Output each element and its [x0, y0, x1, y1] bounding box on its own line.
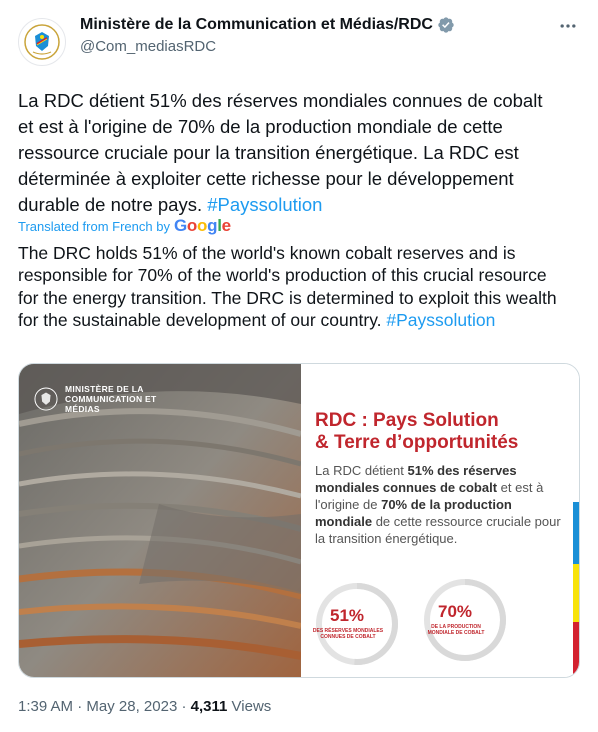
translation-label[interactable]: Translated from French by	[18, 218, 170, 234]
stat-label: DES RÉSERVES MONDIALES CONNUES DE COBALT	[312, 628, 384, 640]
tweet-text	[18, 88, 563, 218]
author-name-text[interactable]: Ministère de la Communication et Médias/RDC	[80, 16, 433, 33]
infographic-title-line2: & Terre d’opportunités	[315, 432, 519, 453]
infographic-panel	[301, 364, 580, 678]
meta-separator: ·	[77, 698, 83, 715]
flag-stripe-yellow	[573, 564, 580, 624]
stat-production	[419, 574, 509, 664]
ministry-logo	[33, 384, 175, 414]
coat-of-arms-icon	[33, 386, 59, 412]
tweet-body: La RDC détient 51% des réserves mondiales connues de cobalt et est à l'origine de 70% de la production mondiale de cette ressource cruciale pour la transition énergétique. La RDC est déterminée à exploiter cette richesse pour le développement durable de notre pays.	[18, 90, 543, 215]
body-part: La RDC détient	[315, 463, 408, 478]
google-logo: Google	[173, 216, 231, 235]
infographic-title	[315, 410, 518, 454]
tweet-hashtag-link[interactable]: #Payssolution	[207, 194, 323, 215]
infographic-title-line1: RDC : Pays Solution	[315, 410, 499, 431]
flag-stripe-red	[573, 622, 580, 678]
flag-stripe-blue	[573, 502, 580, 566]
author-avatar[interactable]	[18, 18, 66, 66]
translated-text	[18, 242, 566, 331]
tweet-meta	[18, 698, 271, 715]
coat-of-arms-icon	[22, 22, 62, 62]
body-part: et est à l'origine de	[315, 480, 544, 512]
infographic-body	[315, 462, 565, 547]
tweet-header	[18, 12, 580, 68]
body-bold: 70% de la production mondiale	[315, 497, 512, 529]
ministry-logo-text: MINISTÈRE DE LA COMMUNICATION ET MÉDIAS	[65, 384, 157, 414]
views-label: Views	[231, 698, 272, 715]
tweet-media-image[interactable]	[18, 363, 580, 678]
meta-separator: ·	[181, 698, 187, 715]
translation-attribution[interactable]	[18, 216, 231, 236]
tweet-time-link[interactable]: 1:39 AM	[18, 698, 74, 715]
stat-reserves	[311, 578, 401, 668]
stat-label: DE LA PRODUCTION MONDIALE DE COBALT	[427, 624, 485, 636]
author-handle[interactable]: @Com_mediasRDC	[80, 38, 217, 55]
more-options-icon[interactable]	[556, 14, 580, 38]
stat-value: 51%	[329, 606, 365, 625]
body-bold: 51% des réserves mondiales connues de cobalt	[315, 463, 517, 495]
translation-body: The DRC holds 51% of the world's known cobalt reserves and is responsible for 70% of the world's production of this crucial resource for the energy transition. The DRC is determined to exploit this wealth for the sustainable development of our country.	[18, 243, 557, 330]
translation-hashtag-link[interactable]: #Payssolution	[386, 309, 496, 330]
verified-badge-icon[interactable]	[437, 16, 455, 34]
views-count[interactable]: 4,311	[190, 698, 228, 715]
tweet-date-link[interactable]: May 28, 2023	[86, 698, 178, 715]
body-part: de cette ressource cruciale pour la transition énergétique.	[315, 514, 561, 546]
author-name[interactable]	[80, 16, 455, 34]
stat-value: 70%	[437, 602, 473, 621]
